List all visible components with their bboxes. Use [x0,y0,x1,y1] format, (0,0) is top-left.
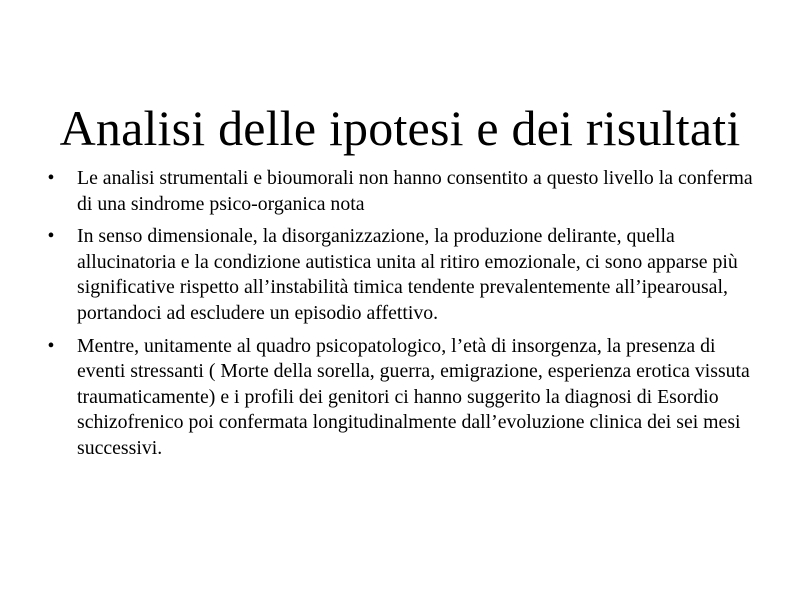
bullet-item [44,334,760,462]
bullet-item [44,166,760,217]
bullet-item [44,224,760,326]
slide-title: Analisi delle ipotesi e dei risultati [59,100,741,156]
bullet-text: In senso dimensionale, la disorganizzazione, la produzione delirante, quella allucinatoria e la condizione autistica unita al ritiro emozionale, ci sono apparse più significative rispetto all’instabilità timica tendente prevalentemente all’ipearousal, portandoci ad escludere un episodio affettivo. [77,225,738,324]
bullet-marker: • [47,225,55,248]
bullet-text: Le analisi strumentali e bioumorali non hanno consentito a questo livello la conferma di una sindrome psico-organica nota [77,167,753,215]
bullet-marker: • [47,334,55,357]
bullet-text: Mentre, unitamente al quadro psicopatologico, l’età di insorgenza, la presenza di eventi stressanti ( Morte della sorella, guerra, emigrazione, esperienza erotica vissuta traumaticamente) e i profili dei genitori ci hanno suggerito la diagnosi di Esordio schizofrenico poi confermata longitudinalmente dall’evoluzione clinica dei sei mesi successivi. [77,334,750,459]
bullet-list [44,166,760,469]
bullet-marker: • [47,167,55,189]
